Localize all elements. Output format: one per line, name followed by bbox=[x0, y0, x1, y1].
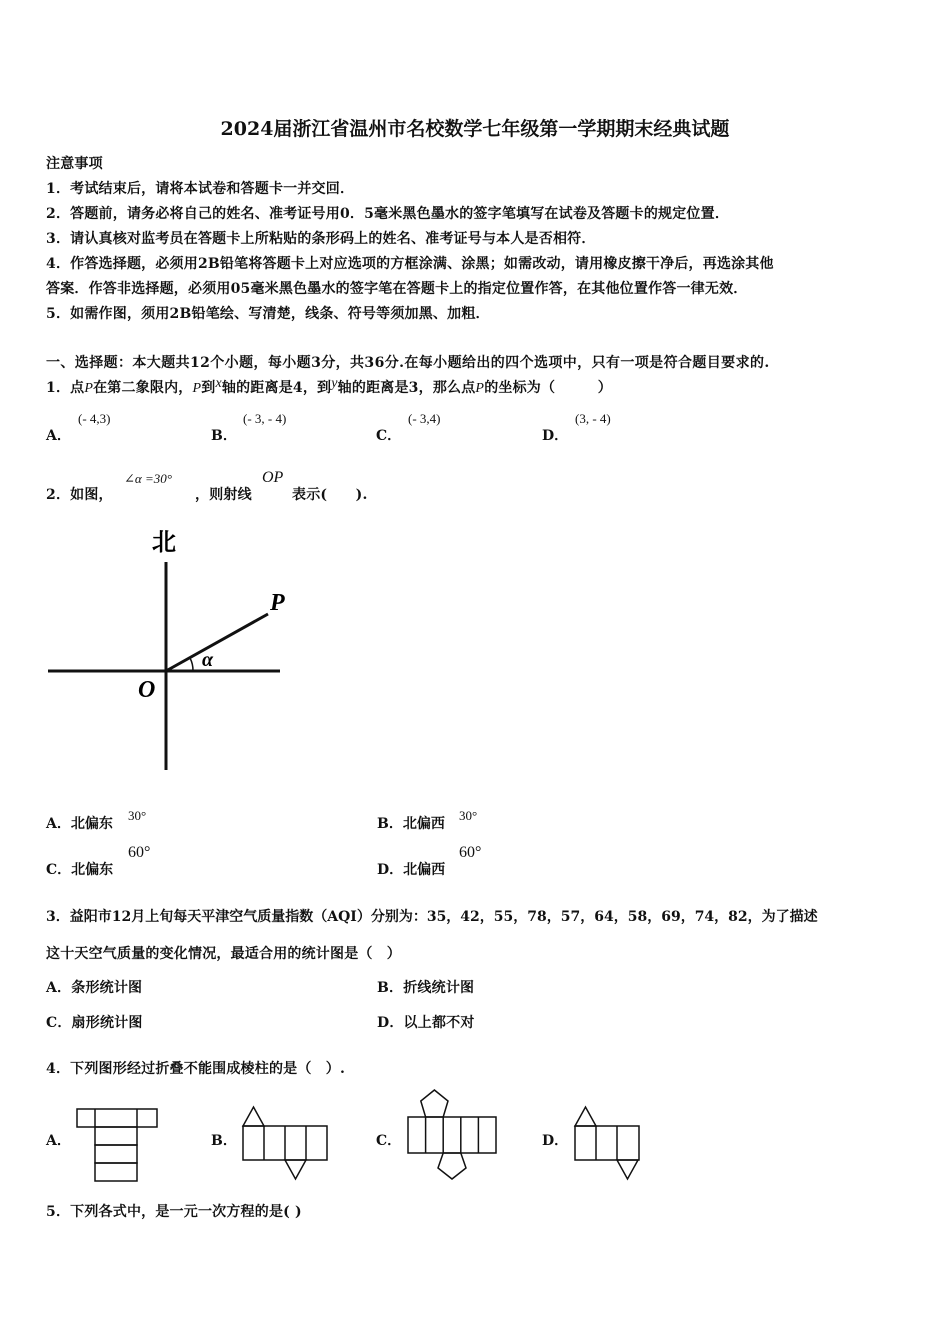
point-p-label: P bbox=[270, 590, 285, 616]
q3-option-b: B．折线统计图 bbox=[377, 980, 475, 996]
q3-option-a: A．条形统计图 bbox=[46, 980, 143, 996]
q4-option-a-label: A． bbox=[46, 1133, 71, 1149]
q2-option-b-value: 30° bbox=[459, 808, 478, 823]
alpha-label: α bbox=[202, 649, 214, 671]
question-3-line1: 3．益阳市12月上旬每天平津空气质量指数（AQI）分别为：35，42，55，78，57，64，58，69，74，82，为了描述 bbox=[46, 909, 818, 925]
q2-angle: ∠α =30° bbox=[124, 471, 172, 486]
q2-stem-part2: ，则射线 bbox=[195, 487, 252, 503]
q4-net-a bbox=[74, 1106, 160, 1184]
direction-figure bbox=[40, 520, 300, 780]
q4-option-c-label: C． bbox=[376, 1133, 402, 1149]
section-heading: 一、选择题：本大题共12个小题，每小题3分，共36分.在每小题给出的四个选项中，只有一项是符合题目要求的. bbox=[46, 355, 770, 371]
notice-item: 3．请认真核对监考员在答题卡上所粘贴的条形码上的姓名、准考证号与本人是否相符． bbox=[46, 231, 596, 247]
ray-op bbox=[166, 614, 268, 671]
q1-option-c-value: (- 3,4) bbox=[408, 411, 441, 426]
question-4-stem: 4．下列图形经过折叠不能围成棱柱的是（ ）. bbox=[46, 1061, 346, 1077]
q1-option-a-label: A． bbox=[46, 428, 71, 444]
q3-option-c: C．扇形统计图 bbox=[46, 1015, 143, 1031]
notice-item: 答案．作答非选择题，必须用05毫米黑色墨水的签字笔在答题卡上的指定位置作答，在其他位置作答一律无效． bbox=[46, 281, 748, 297]
q2-stem-part3: 表示( ). bbox=[292, 487, 368, 503]
q2-option-b-label: B．北偏西 bbox=[377, 816, 445, 832]
q4-option-b-label: B． bbox=[211, 1133, 237, 1149]
q2-ray: OP bbox=[262, 469, 284, 486]
point-o-label: O bbox=[138, 677, 156, 703]
notice-item: 1．考试结束后，请将本试卷和答题卡一并交回． bbox=[46, 181, 355, 197]
question-1-stem: 1．点P在第二象限内，P到x轴的距离是4，到y轴的距离是3，那么点P的坐标为（ ） bbox=[46, 376, 612, 396]
q1-option-d-label: D． bbox=[542, 428, 569, 444]
q4-net-c bbox=[405, 1087, 500, 1183]
notice-item: 5．如需作图，须用2B铅笔绘、写清楚，线条、符号等须加黑、加粗． bbox=[46, 306, 490, 322]
notice-item: 4．作答选择题，必须用2B铅笔将答题卡上对应选项的方框涂满、涂黑；如需改动，请用橡皮擦干净后，再选涂其他 bbox=[46, 256, 774, 272]
notice-heading: 注意事项 bbox=[46, 156, 103, 172]
page-title: 2024届浙江省温州市名校数学七年级第一学期期末经典试题 bbox=[220, 118, 730, 140]
q2-option-c-label: C．北偏东 bbox=[46, 862, 114, 878]
notice-item: 2．答题前，请务必将自己的姓名、准考证号用0．5毫米黑色墨水的签字笔填写在试卷及答题卡的规定位置． bbox=[46, 206, 730, 222]
q1-option-b-label: B． bbox=[211, 428, 237, 444]
q4-net-b bbox=[240, 1104, 330, 1182]
q2-option-d-label: D．北偏西 bbox=[377, 862, 446, 878]
q1-option-a-value: (- 4,3) bbox=[78, 411, 111, 426]
q1-option-c-label: C． bbox=[376, 428, 402, 444]
q3-option-d: D．以上都不对 bbox=[377, 1015, 475, 1031]
q2-option-c-value: 60° bbox=[128, 844, 151, 861]
q4-net-d bbox=[572, 1104, 644, 1182]
question-5-stem: 5．下列各式中，是一元一次方程的是( ) bbox=[46, 1204, 302, 1220]
q1-option-b-value: (- 3, - 4) bbox=[243, 411, 287, 426]
q2-option-a-label: A．北偏东 bbox=[46, 816, 113, 832]
q2-option-a-value: 30° bbox=[128, 808, 147, 823]
q2-option-d-value: 60° bbox=[459, 844, 482, 861]
question-3-line2: 这十天空气质量的变化情况，最适合用的统计图是（ ） bbox=[46, 946, 401, 962]
q4-option-d-label: D． bbox=[542, 1133, 569, 1149]
q1-option-d-value: (3, - 4) bbox=[575, 411, 611, 426]
question-2-stem: 2．如图， bbox=[46, 487, 113, 503]
angle-arc bbox=[190, 658, 193, 671]
north-label: 北 bbox=[152, 530, 176, 556]
